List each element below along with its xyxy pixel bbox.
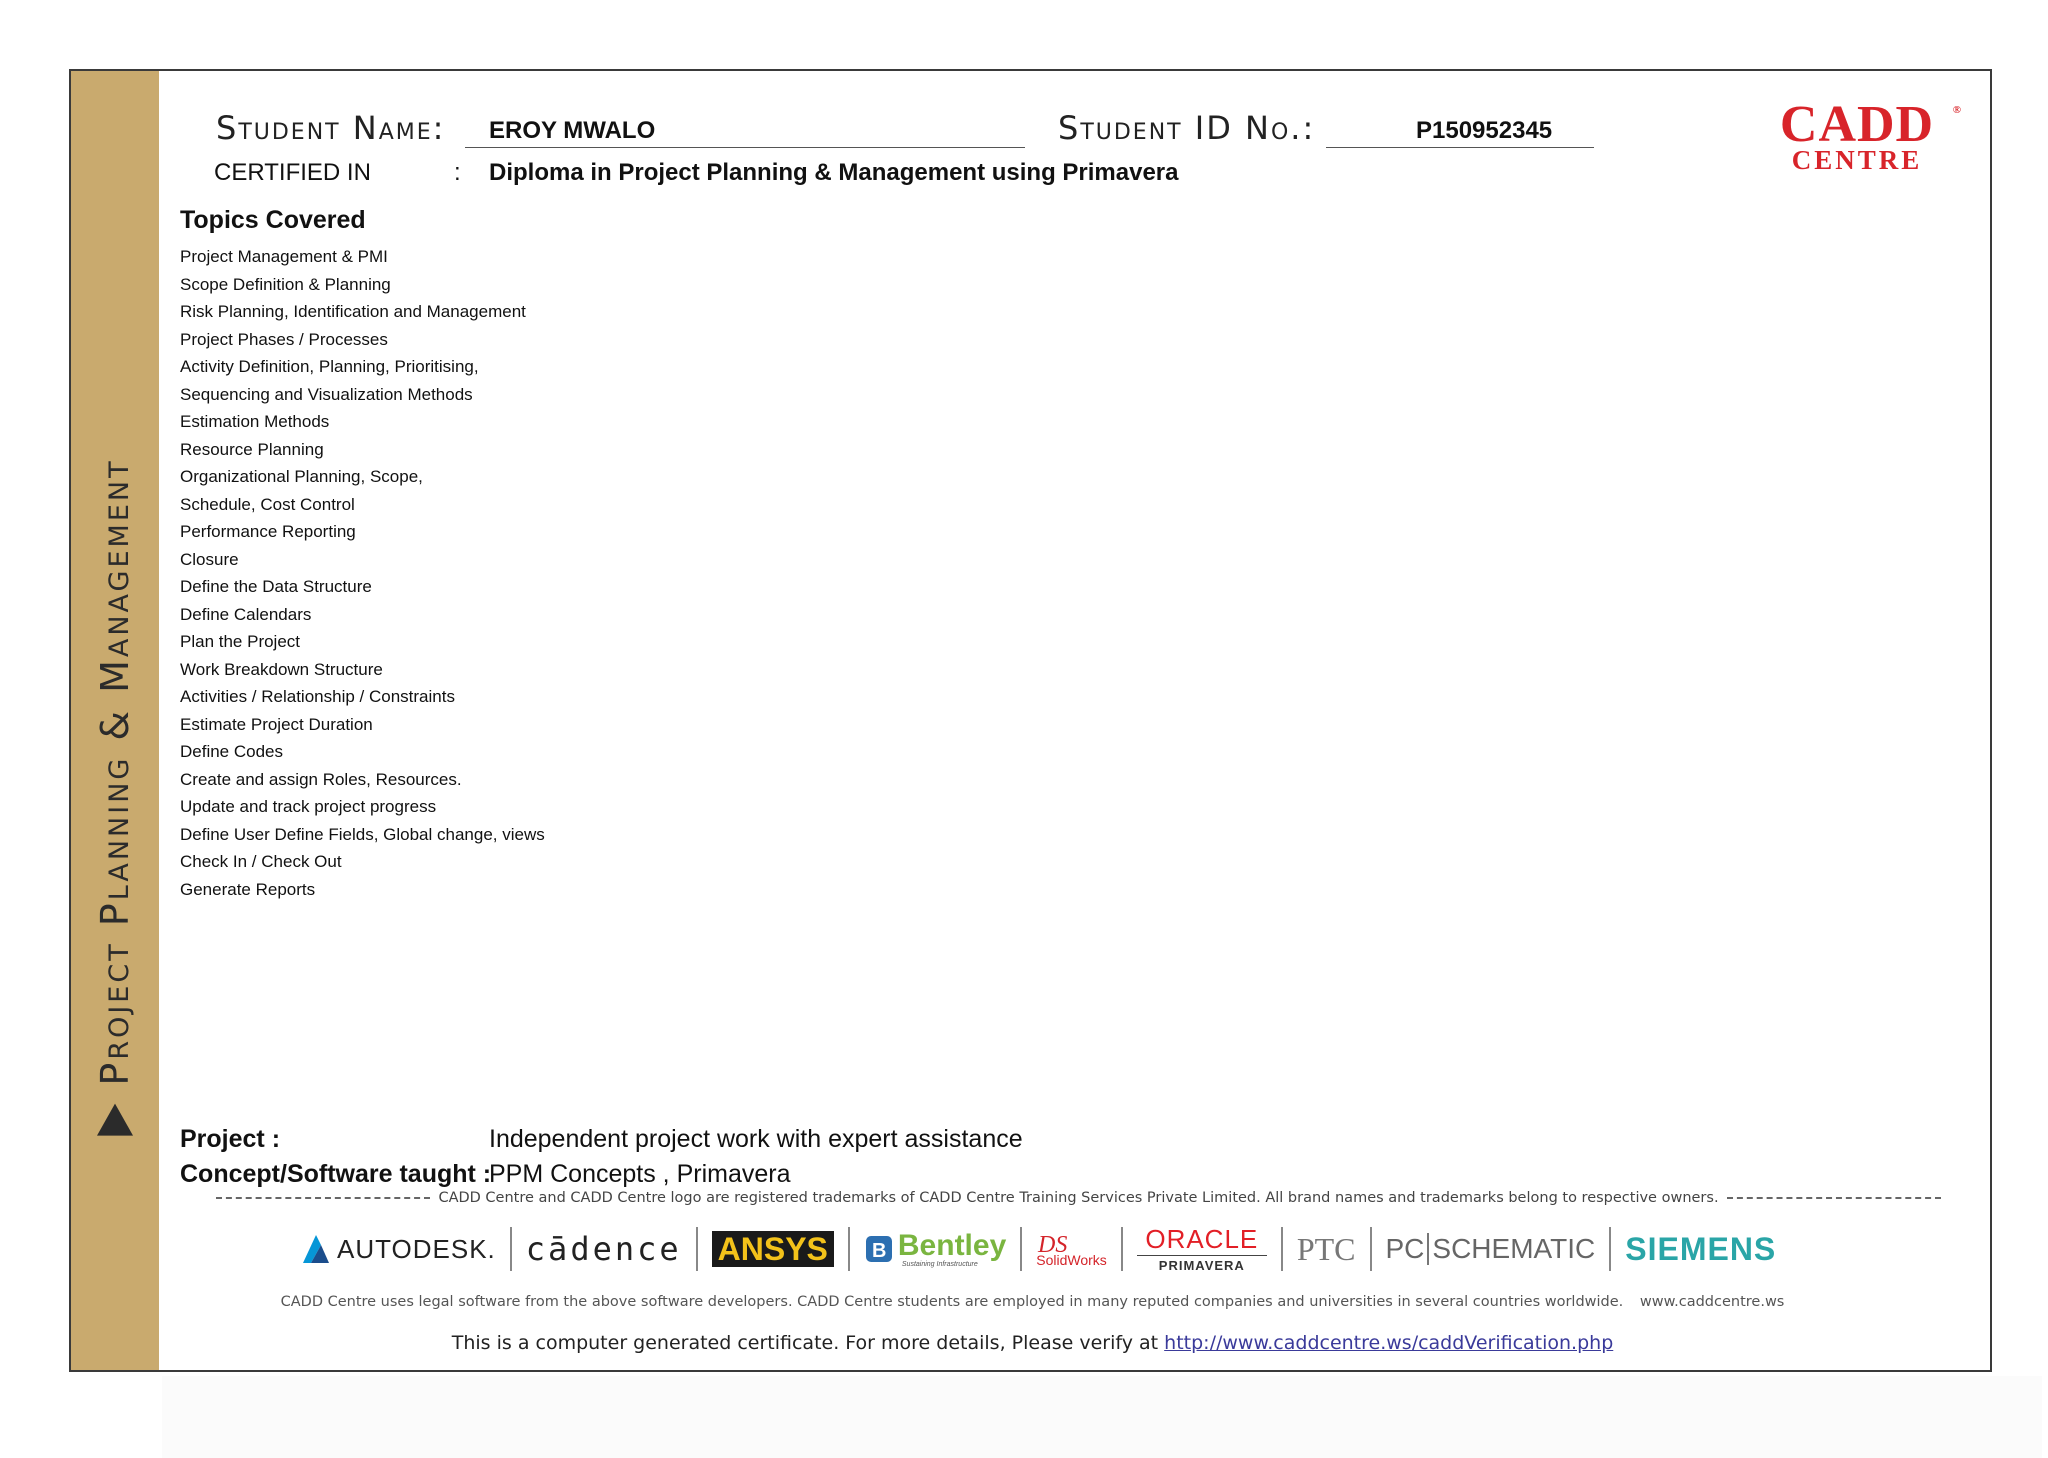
dash-line-left bbox=[216, 1197, 430, 1199]
play-triangle-icon bbox=[97, 1104, 133, 1136]
cadd-centre-logo bbox=[1747, 96, 1967, 175]
topic-item: Performance Reporting bbox=[180, 522, 356, 541]
side-band-label: Project Planning & Management bbox=[93, 458, 137, 1086]
autodesk-mark-icon bbox=[301, 1233, 331, 1265]
student-name-label: Student Name: bbox=[216, 109, 446, 147]
bentley-tagline: Sustaining Infrastructure bbox=[901, 1260, 978, 1268]
autodesk-text: AUTODESK. bbox=[337, 1233, 496, 1264]
dash-line-right bbox=[1727, 1197, 1941, 1199]
legal-note bbox=[71, 1294, 1992, 1310]
verify-line bbox=[71, 1332, 1992, 1354]
topic-item: Risk Planning, Identification and Management bbox=[180, 302, 526, 321]
topic-item: Activity Definition, Planning, Prioritising, bbox=[180, 357, 479, 376]
topic-item: Define Codes bbox=[180, 742, 284, 761]
student-id-label: Student ID No.: bbox=[1058, 109, 1316, 147]
pc-text: PC bbox=[1385, 1233, 1425, 1264]
topic-item: Work Breakdown Structure bbox=[180, 659, 383, 679]
topic-item: Estimate Project Duration bbox=[180, 714, 373, 734]
oracle-text: ORACLE bbox=[1145, 1224, 1259, 1254]
topic-item: Activities / Relationship / Constraints bbox=[180, 687, 455, 706]
pc-divider bbox=[1427, 1233, 1429, 1265]
ansys-text: ANSYS bbox=[712, 1231, 834, 1267]
page-bottom-strip bbox=[162, 1376, 2042, 1458]
topic-item: Organizational Planning, Scope, bbox=[180, 467, 423, 486]
student-name-value: EROY MWALO bbox=[489, 117, 656, 144]
cadd-logo-line2: CENTRE bbox=[1791, 145, 1923, 175]
project-label: Project : bbox=[180, 1125, 281, 1153]
topic-item: Scope Definition & Planning bbox=[180, 274, 391, 294]
concept-label: Concept/Software taught : bbox=[180, 1160, 492, 1188]
cadd-logo-reg: ® bbox=[1952, 104, 1961, 116]
student-id-value: P150952345 bbox=[1416, 117, 1553, 144]
certified-in-label: CERTIFIED IN bbox=[214, 159, 371, 186]
trademark-note bbox=[216, 1190, 1941, 1206]
bentley-logo bbox=[850, 1224, 1020, 1274]
software-logos bbox=[301, 1219, 1790, 1279]
topic-item: Define User Define Fields, Global change, views bbox=[180, 824, 545, 844]
topic-item: Sequencing and Visualization Methods bbox=[180, 384, 473, 404]
svg-text:DS: DS bbox=[1038, 1232, 1068, 1256]
cadence-logo bbox=[512, 1224, 696, 1274]
verify-text: This is a computer generated certificate. For more details, Please verify at bbox=[451, 1332, 1159, 1354]
topic-item: Estimation Methods bbox=[180, 412, 330, 431]
cadd-logo-line1: CADD bbox=[1779, 96, 1935, 153]
topics-list bbox=[180, 243, 545, 903]
ansys-logo bbox=[698, 1224, 848, 1274]
topic-item: Create and assign Roles, Resources. bbox=[180, 769, 462, 789]
project-value: Independent project work with expert assistance bbox=[489, 1125, 1023, 1153]
legal-note-text: CADD Centre uses legal software from the above software developers. CADD Centre students are employed in many reputed companies and universities in several countries worldwide. bbox=[280, 1294, 1624, 1310]
svg-text:B: B bbox=[871, 1240, 887, 1262]
certified-colon: : bbox=[454, 159, 461, 186]
oracle-divider bbox=[1137, 1255, 1267, 1256]
concept-value: PPM Concepts , Primavera bbox=[489, 1160, 791, 1188]
side-band-title bbox=[93, 458, 137, 1135]
topic-item: Update and track project progress bbox=[180, 797, 437, 816]
schematic-text: SCHEMATIC bbox=[1432, 1233, 1596, 1264]
topic-item: Define Calendars bbox=[180, 604, 312, 624]
cadence-text: cādence bbox=[525, 1230, 682, 1268]
topic-item: Plan the Project bbox=[180, 632, 301, 651]
topic-item: Schedule, Cost Control bbox=[180, 494, 355, 514]
bentley-text: Bentley bbox=[897, 1228, 1007, 1262]
oracle-primavera-logo bbox=[1123, 1224, 1281, 1274]
certificate bbox=[69, 69, 1992, 1372]
verify-link[interactable]: http://www.caddcentre.ws/caddVerification.php bbox=[1164, 1332, 1614, 1354]
bentley-b-icon bbox=[864, 1234, 894, 1264]
ptc-text: PTC bbox=[1296, 1230, 1356, 1267]
topic-item: Closure bbox=[180, 549, 239, 569]
siemens-text: SIEMENS bbox=[1625, 1230, 1777, 1267]
course-title: Diploma in Project Planning & Management using Primavera bbox=[489, 159, 1179, 186]
autodesk-logo bbox=[301, 1224, 510, 1274]
trademark-note-text: CADD Centre and CADD Centre logo are registered trademarks of CADD Centre Training Services Private Limited. All brand names and trademarks belong to respective owners. bbox=[438, 1190, 1719, 1206]
side-band bbox=[71, 71, 159, 1370]
siemens-logo bbox=[1611, 1224, 1790, 1274]
ptc-logo bbox=[1283, 1224, 1370, 1274]
topics-title: Topics Covered bbox=[180, 206, 366, 234]
solidworks-text: SolidWorks bbox=[1036, 1252, 1107, 1268]
topic-item: Project Phases / Processes bbox=[180, 329, 388, 349]
solidworks-logo bbox=[1022, 1224, 1121, 1274]
topic-item: Project Management & PMI bbox=[180, 247, 388, 266]
pc-schematic-logo bbox=[1372, 1224, 1610, 1274]
topic-item: Resource Planning bbox=[180, 439, 324, 459]
topic-item: Define the Data Structure bbox=[180, 577, 372, 596]
website-text: www.caddcentre.ws bbox=[1639, 1294, 1785, 1310]
primavera-text: PRIMAVERA bbox=[1158, 1258, 1245, 1273]
topic-item: Generate Reports bbox=[180, 879, 316, 899]
topic-item: Check In / Check Out bbox=[180, 852, 342, 871]
